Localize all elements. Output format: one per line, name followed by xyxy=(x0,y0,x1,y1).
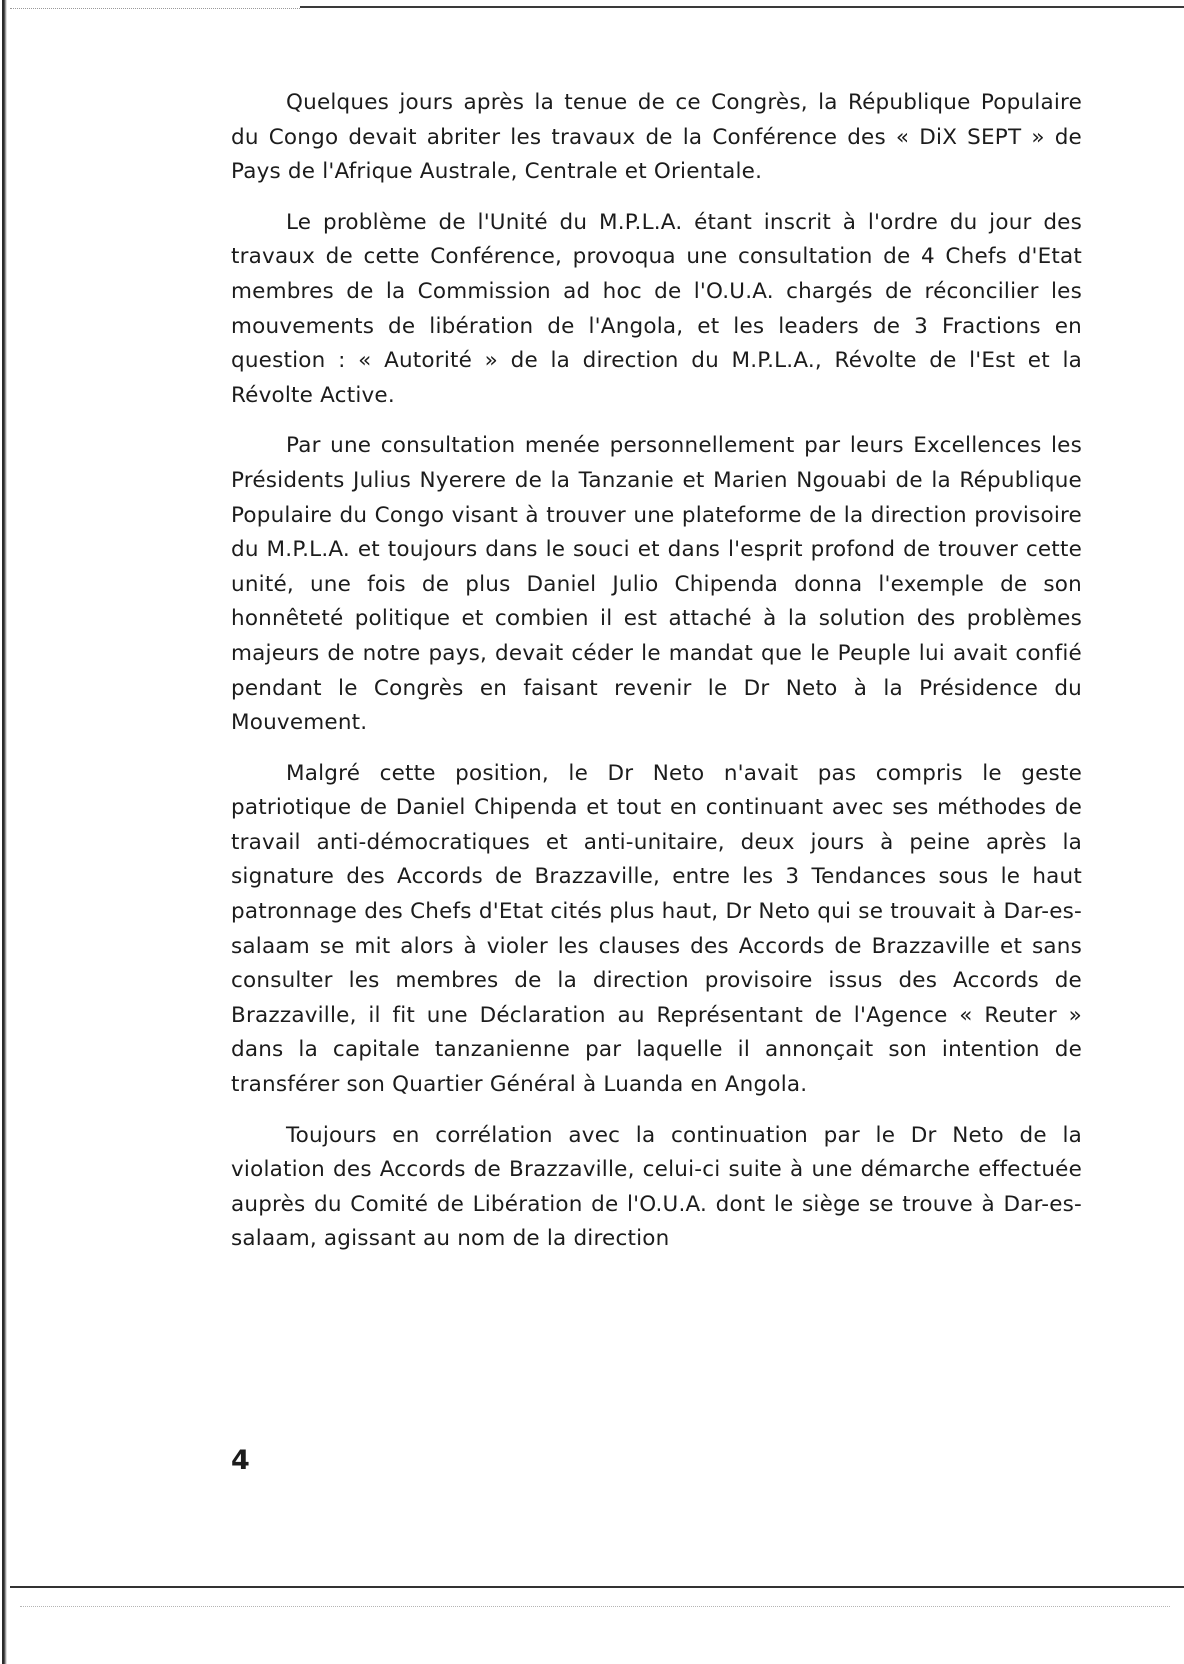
paragraph: Par une consultation menée personnellement par leurs Excellences les Présidents Julius Nyerere de la Tanzanie et Marien Ngouabi de la République Populaire du Congo visant à trouver une plateforme de la direction provisoire du M.P.L.A. et toujours dans le souci et dans l'esprit profond de trouver cette unité, une fois de plus Daniel Julio Chipenda donna l'exemple de son honnêteté politique et combien il est attaché à la solution des problèmes majeurs de notre pays, devait céder le mandat que le Peuple lui avait confié pendant le Congrès en faisant revenir le Dr Neto à la Présidence du Mouvement. xyxy=(231,433,1082,736)
paragraph: Le problème de l'Unité du M.P.L.A. étant inscrit à l'ordre du jour des travaux de cette Conférence, provoqua une consultation de 4 Chefs d'Etat membres de la Commission ad hoc de l'O.U.A. chargés de réconcilier les mouvements de libération de l'Angola, et les leaders de 3 Fractions en question : « Autorité » de la direction du M.P.L.A., Révolte de l'Est et la Révolte Active. xyxy=(231,209,1082,408)
bottom-dotted-rule xyxy=(20,1606,1170,1608)
page-left-edge xyxy=(2,0,7,1664)
paragraph: Malgré cette position, le Dr Neto n'avait pas compris le geste patriotique de Daniel Chipenda et tout en continuant avec ses méthodes de travail anti-démocratiques et anti-unitaire, deux jours à peine après la signature des Accords de Brazzaville, entre les 3 Tendances sous le haut patronnage des Chefs d'Etat cités plus haut, Dr Neto qui se trouvait à Dar-es-salaam se mit alors à violer les clauses des Accords de Brazzaville et sans consulter les membres de la direction provisoire issus des Accords de Brazzaville, il fit une Déclaration au Représentant de l'Agence « Reuter » dans la capitale tanzanienne par laquelle il annonçait son intention de transférer son Quartier Général à Luanda en Angola. xyxy=(231,760,1082,1098)
top-rule xyxy=(300,6,1184,8)
paragraph: Toujours en corrélation avec la continuation par le Dr Neto de la violation des Accords de Brazzaville, celui-ci suite à une démarche effectuée auprès du Comité de Libération de l'O.U.A. dont le siège se trouve à Dar-es-salaam, agissant au nom de la direction xyxy=(231,1122,1082,1252)
top-faint-rule xyxy=(10,8,300,10)
page-body xyxy=(231,86,1082,1273)
paragraph: Quelques jours après la tenue de ce Congrès, la République Populaire du Congo devait abriter les travaux de la Conférence des « DiX SEPT » de Pays de l'Afrique Australe, Centrale et Orientale. xyxy=(231,90,1082,185)
bottom-rule xyxy=(10,1586,1184,1588)
page-number: 4 xyxy=(231,1445,250,1476)
